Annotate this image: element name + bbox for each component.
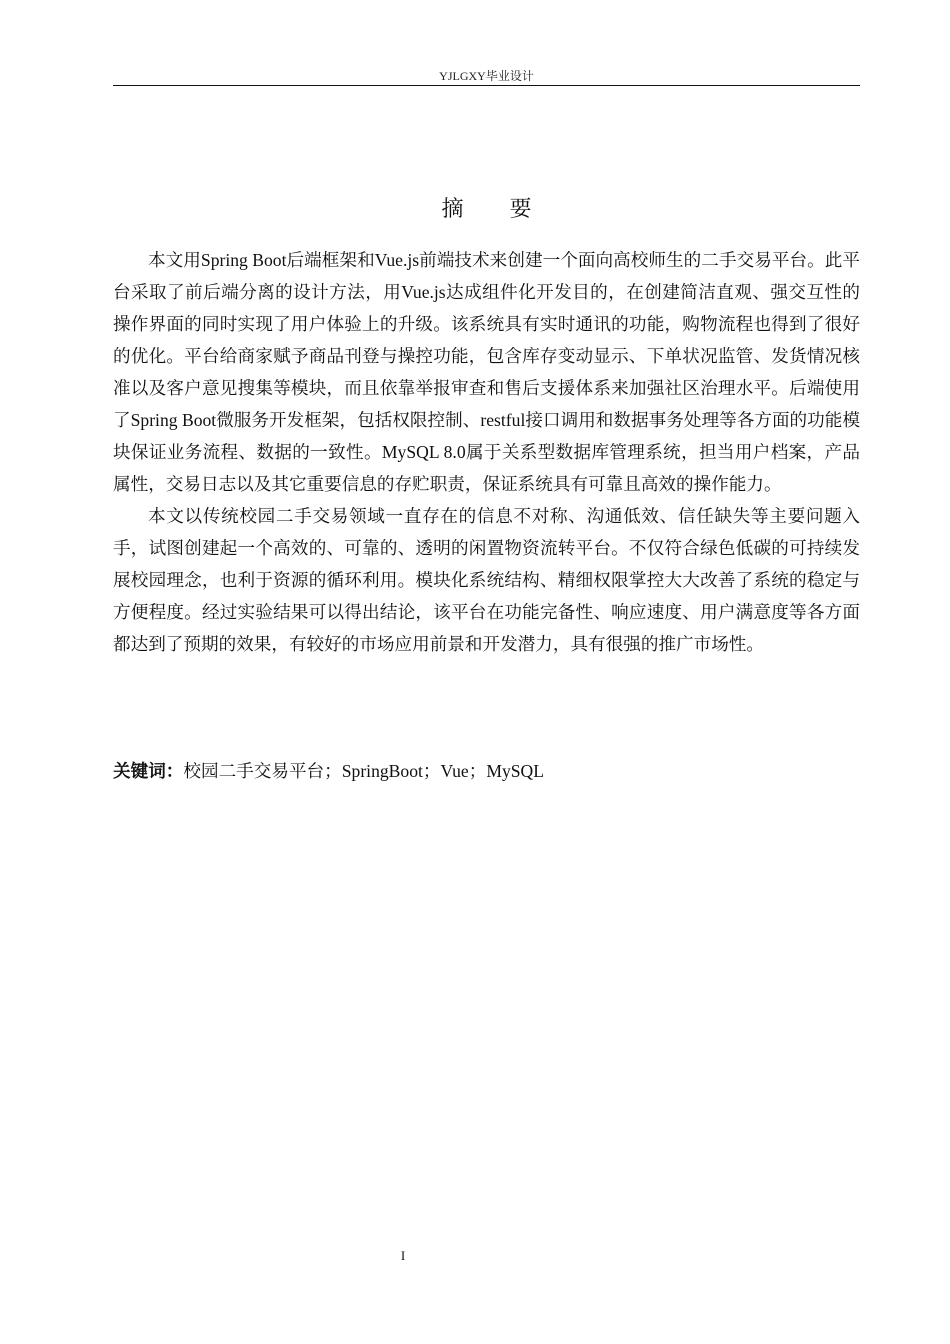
page-number: I	[400, 1248, 406, 1263]
abstract-body	[113, 244, 860, 660]
keywords-value: 校园二手交易平台；SpringBoot；Vue；MySQL	[183, 761, 544, 781]
abstract-title	[113, 193, 860, 225]
keywords-line	[113, 755, 860, 787]
keywords-label: 关键词：	[113, 761, 184, 781]
abstract-paragraph-1: 本文用Spring Boot后端框架和Vue.js前端技术来创建一个面向高校师生的二手交易平台。此平台采取了前后端分离的设计方法，用Vue.js达成组件化开发目的，在创建简洁直观、强交互性的操作界面的同时实现了用户体验上的升级。该系统具有实时通讯的功能，购物流程也得到了很好的优化。平台给商家赋予商品刊登与操控功能，包含库存变动显示、下单状况监管、发货情况核准以及客户意见搜集等模块，而且依靠举报审查和售后支援体系来加强社区治理水平。后端使用了Spring Boot微服务开发框架，包括权限控制、restful接口调用和数据事务处理等各方面的功能模块保证业务流程、数据的一致性。MySQL 8.0属于关系型数据库管理系统，担当用户档案，产品属性，交易日志以及其它重要信息的存贮职责，保证系统具有可靠且高效的操作能力。	[113, 250, 860, 494]
abstract-paragraph-2: 本文以传统校园二手交易领域一直存在的信息不对称、沟通低效、信任缺失等主要问题入手，试图创建起一个高效的、可靠的、透明的闲置物资流转平台。不仅符合绿色低碳的可持续发展校园理念，也利于资源的循环利用。模块化系统结构、精细权限掌控大大改善了系统的稳定与方便程度。经过实验结果可以得出结论，该平台在功能完备性、响应速度、用户满意度等各方面都达到了预期的效果，有较好的市场应用前景和开发潜力，具有很强的推广市场性。	[113, 506, 860, 654]
running-header: YJLGXY毕业设计	[113, 68, 860, 86]
abstract-title-part1: 摘	[441, 195, 464, 221]
abstract-title-part2: 要	[509, 195, 532, 221]
